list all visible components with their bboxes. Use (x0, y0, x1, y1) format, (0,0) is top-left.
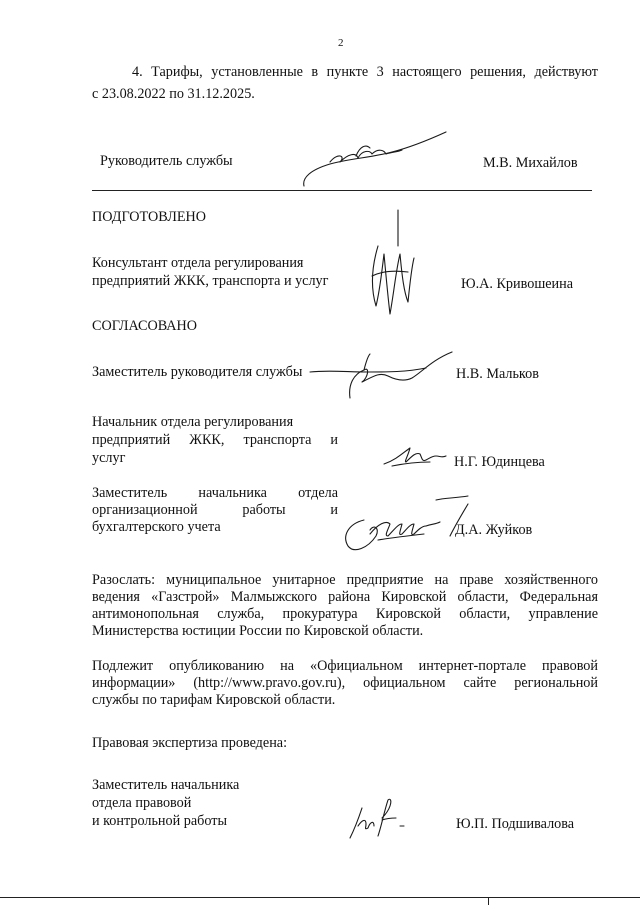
regulation-head-position-line3: услуг (92, 450, 126, 466)
clause-4-line1: 4. Тарифы, установленные в пункте 3 настоящего решения, действуют (132, 64, 598, 80)
head-title: Руководитель службы (100, 153, 233, 169)
prepared-signature (360, 206, 420, 324)
agreed-heading: СОГЛАСОВАНО (92, 318, 198, 334)
distribution-line4: Министерства юстиции России по Кировской области. (92, 623, 424, 639)
deputy-head-signature (308, 342, 458, 410)
legal-name: Ю.П. Подшивалова (456, 816, 575, 832)
legal-position-line1: Заместитель начальника (92, 777, 240, 793)
legal-position-line3: и контрольной работы (92, 813, 227, 829)
publication-line3: службы по тарифам Кировской области. (92, 692, 336, 708)
prepared-name: Ю.А. Кривошеина (461, 276, 574, 292)
deputy-head-name: Н.В. Мальков (456, 366, 539, 382)
org-deputy-name: Д.А. Жуйков (455, 522, 533, 538)
head-signature (300, 130, 450, 190)
org-deputy-position-line1: Заместитель начальника отдела (92, 485, 338, 501)
expertise-note: Правовая экспертиза проведена: (92, 735, 288, 751)
deputy-head-position: Заместитель руководителя службы (92, 364, 303, 380)
clause-4-line2: с 23.08.2022 по 31.12.2025. (92, 86, 255, 102)
regulation-head-name: Н.Г. Юдинцева (454, 454, 545, 470)
head-name: М.В. Михайлов (483, 155, 578, 171)
org-deputy-position-line2: организационной работы и (92, 502, 338, 518)
regulation-head-position-line1: Начальник отдела регулирования (92, 414, 294, 430)
prepared-heading: ПОДГОТОВЛЕНО (92, 209, 206, 225)
distribution-line1: Разослать: муниципальное унитарное предприятие на праве хозяйственного (92, 572, 598, 588)
prepared-position-line2: предприятий ЖКК, транспорта и услуг (92, 273, 329, 289)
org-deputy-signature (340, 494, 486, 558)
org-deputy-position-line3: бухгалтерского учета (92, 519, 221, 535)
distribution-line2: ведения «Газстрой» Малмыжского района Кировской области, Федеральная (92, 589, 598, 605)
regulation-head-signature (382, 440, 448, 470)
footer-tick (488, 897, 489, 905)
regulation-head-position-line2: предприятий ЖКК, транспорта и (92, 432, 338, 448)
footer-rule (0, 897, 640, 898)
publication-line2: информации» (http://www.pravo.gov.ru), официальном сайте региональной (92, 675, 598, 691)
prepared-position-line1: Консультант отдела регулирования (92, 255, 304, 271)
distribution-line3: антимонопольная служба, прокуратура Кировской области, управление (92, 606, 598, 622)
legal-position-line2: отдела правовой (92, 795, 192, 811)
legal-signature (348, 796, 408, 842)
head-divider (92, 190, 592, 191)
publication-line1: Подлежит опубликованию на «Официальном интернет-портале правовой (92, 658, 598, 674)
page-number: 2 (338, 37, 344, 49)
